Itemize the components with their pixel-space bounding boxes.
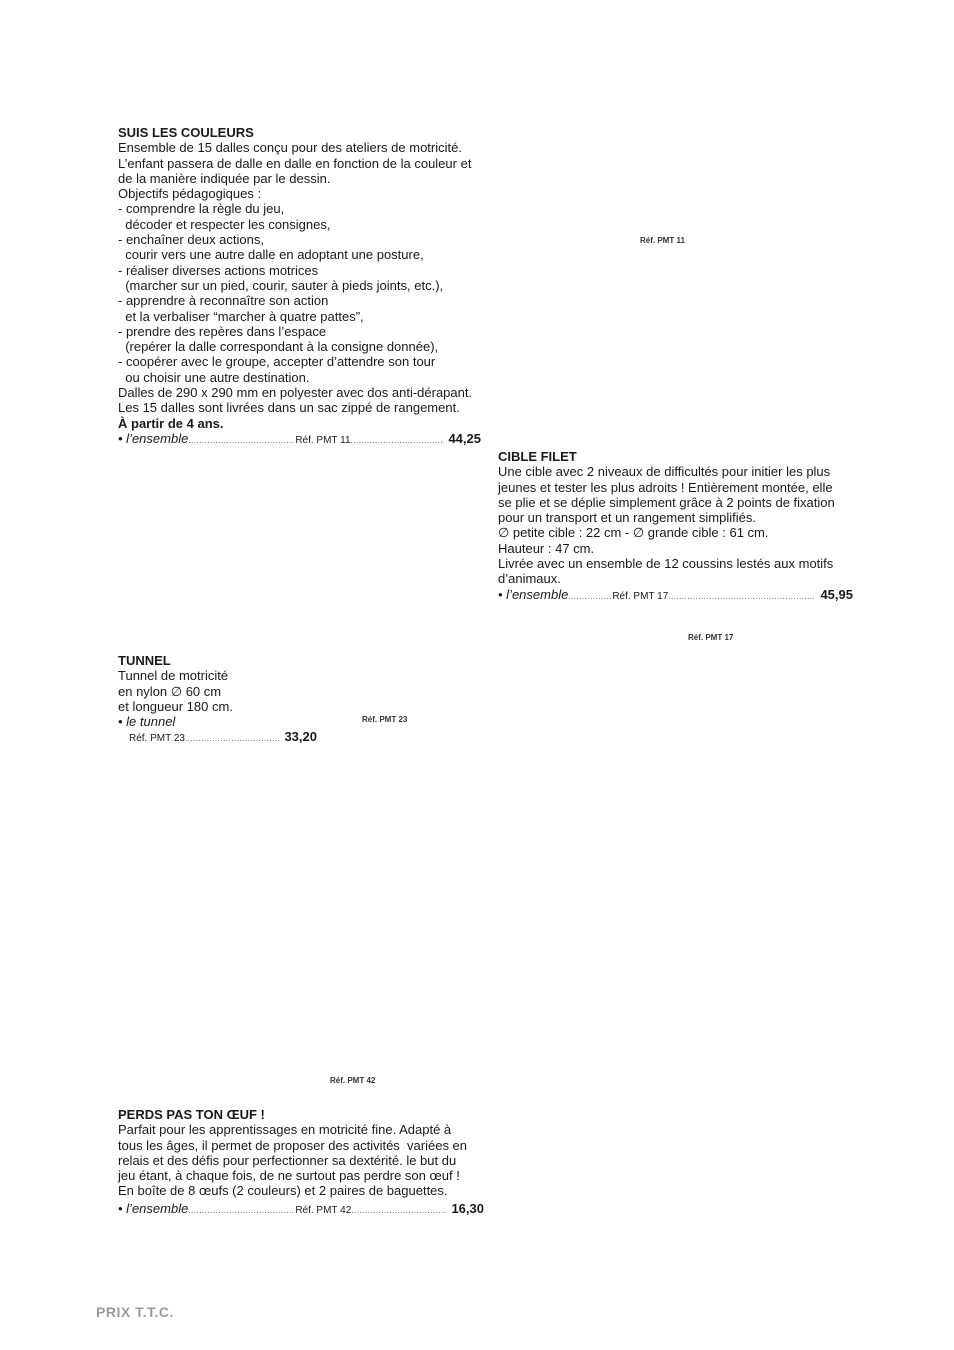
price-footer-label: PRIX T.T.C.: [96, 1304, 174, 1320]
description-line: Livrée avec un ensemble de 12 coussins lestés aux motifs: [498, 556, 834, 572]
price-row: [118, 1201, 484, 1218]
description-line: et longueur 180 cm.: [118, 698, 233, 714]
description-line: - réaliser diverses actions motrices: [118, 262, 319, 278]
description-line: Dalles de 290 x 290 mm en polyester avec dos anti-dérapant.: [118, 385, 473, 401]
product-title: PERDS PAS TON ŒUF !: [118, 1107, 265, 1122]
leader-dots: [188, 1207, 295, 1215]
leader-dots: [668, 593, 816, 601]
description-line: (repérer la dalle correspondant à la consigne donnée),: [118, 339, 439, 355]
description-line: - enchaîner deux actions,: [118, 232, 264, 248]
description-line: se plie et se déplie simplement grâce à 2 points de fixation: [498, 494, 835, 510]
description-line: - comprendre la règle du jeu,: [118, 201, 285, 217]
description-line: d’animaux.: [498, 571, 561, 587]
description-line: Une cible avec 2 niveaux de difficultés pour initier les plus: [498, 464, 831, 480]
description-line: tous les âges, il permet de proposer des activités variées en: [118, 1137, 468, 1153]
description-line: et la verbaliser “marcher à quatre pattes”,: [118, 308, 364, 324]
price-row: [118, 431, 481, 448]
description-line: Tunnel de motricité: [118, 668, 229, 684]
price: 44,25: [448, 430, 481, 446]
description-line: jeu étant, à chaque fois, de ne surtout pas perdre son œuf !: [118, 1168, 460, 1184]
item-label: • l’ensemble: [498, 586, 569, 602]
product-suis-les-couleurs: [118, 125, 484, 448]
description-line: décoder et respecter les consignes,: [118, 216, 331, 232]
price: 16,30: [451, 1200, 484, 1216]
reference-code: Réf. PMT 11: [295, 434, 351, 446]
price-row: [498, 587, 853, 604]
description-line: de la manière indiquée par le dessin.: [118, 170, 331, 186]
description-line: ou choisir une autre destination.: [118, 369, 310, 385]
description-line: En boîte de 8 œufs (2 couleurs) et 2 paires de baguettes.: [118, 1183, 448, 1199]
description-line: L’enfant passera de dalle en dalle en fonction de la couleur et: [118, 155, 472, 171]
item-label: • l’ensemble: [118, 430, 189, 446]
leader-dots: [351, 437, 445, 445]
description-line: courir vers une autre dalle en adoptant une posture,: [118, 247, 424, 263]
item-label: • l’ensemble: [118, 1200, 189, 1216]
price-row: [129, 729, 317, 746]
product-title: TUNNEL: [118, 653, 171, 668]
description-line: Parfait pour les apprentissages en motricité fine. Adapté à: [118, 1122, 452, 1138]
description-line: relais et des défis pour perfectionner sa dextérité. le but du: [118, 1152, 457, 1168]
product-title: CIBLE FILET: [498, 449, 577, 464]
description-line: en nylon ∅ 60 cm: [118, 683, 222, 699]
product-tunnel: [118, 653, 318, 747]
image-reference-label: Réf. PMT 23: [362, 715, 408, 724]
image-reference-label: Réf. PMT 11: [640, 236, 685, 245]
description-line: Les 15 dalles sont livrées dans un sac zippé de rangement.: [118, 400, 460, 416]
description-line: - prendre des repères dans l’espace: [118, 323, 327, 339]
leader-dots: [188, 437, 295, 445]
leader-dots: [185, 735, 281, 743]
description-line: Objectifs pédagogiques :: [118, 186, 262, 202]
description-line: (marcher sur un pied, courir, sauter à pieds joints, etc.),: [118, 277, 444, 293]
product-title: SUIS LES COULEURS: [118, 125, 254, 140]
product-cible-filet: [498, 449, 858, 604]
leader-dots: [351, 1207, 447, 1215]
reference-code: Réf. PMT 23: [129, 733, 185, 745]
description-line: ∅ petite cible : 22 cm - ∅ grande cible : 61 cm.: [498, 525, 769, 541]
description-line: Ensemble de 15 dalles conçu pour des ateliers de motricité.: [118, 140, 462, 156]
price: 33,20: [284, 729, 317, 745]
product-perds-pas-ton-oeuf: [118, 1107, 488, 1218]
leader-dots: [568, 593, 612, 601]
description-line: - apprendre à reconnaître son action: [118, 293, 329, 309]
description-line: Hauteur : 47 cm.: [498, 540, 595, 556]
age-recommendation: À partir de 4 ans.: [118, 415, 224, 431]
image-reference-label: Réf. PMT 42: [330, 1076, 376, 1085]
item-label: • le tunnel: [118, 714, 176, 730]
reference-code: Réf. PMT 17: [612, 590, 669, 602]
price: 45,95: [820, 586, 853, 602]
image-reference-label: Réf. PMT 17: [688, 633, 734, 642]
description-line: - coopérer avec le groupe, accepter d’attendre son tour: [118, 354, 436, 370]
description-line: pour un transport et un rangement simplifiés.: [498, 510, 756, 526]
reference-code: Réf. PMT 42: [295, 1204, 352, 1216]
description-line: jeunes et tester les plus adroits ! Entièrement montée, elle: [498, 479, 833, 495]
